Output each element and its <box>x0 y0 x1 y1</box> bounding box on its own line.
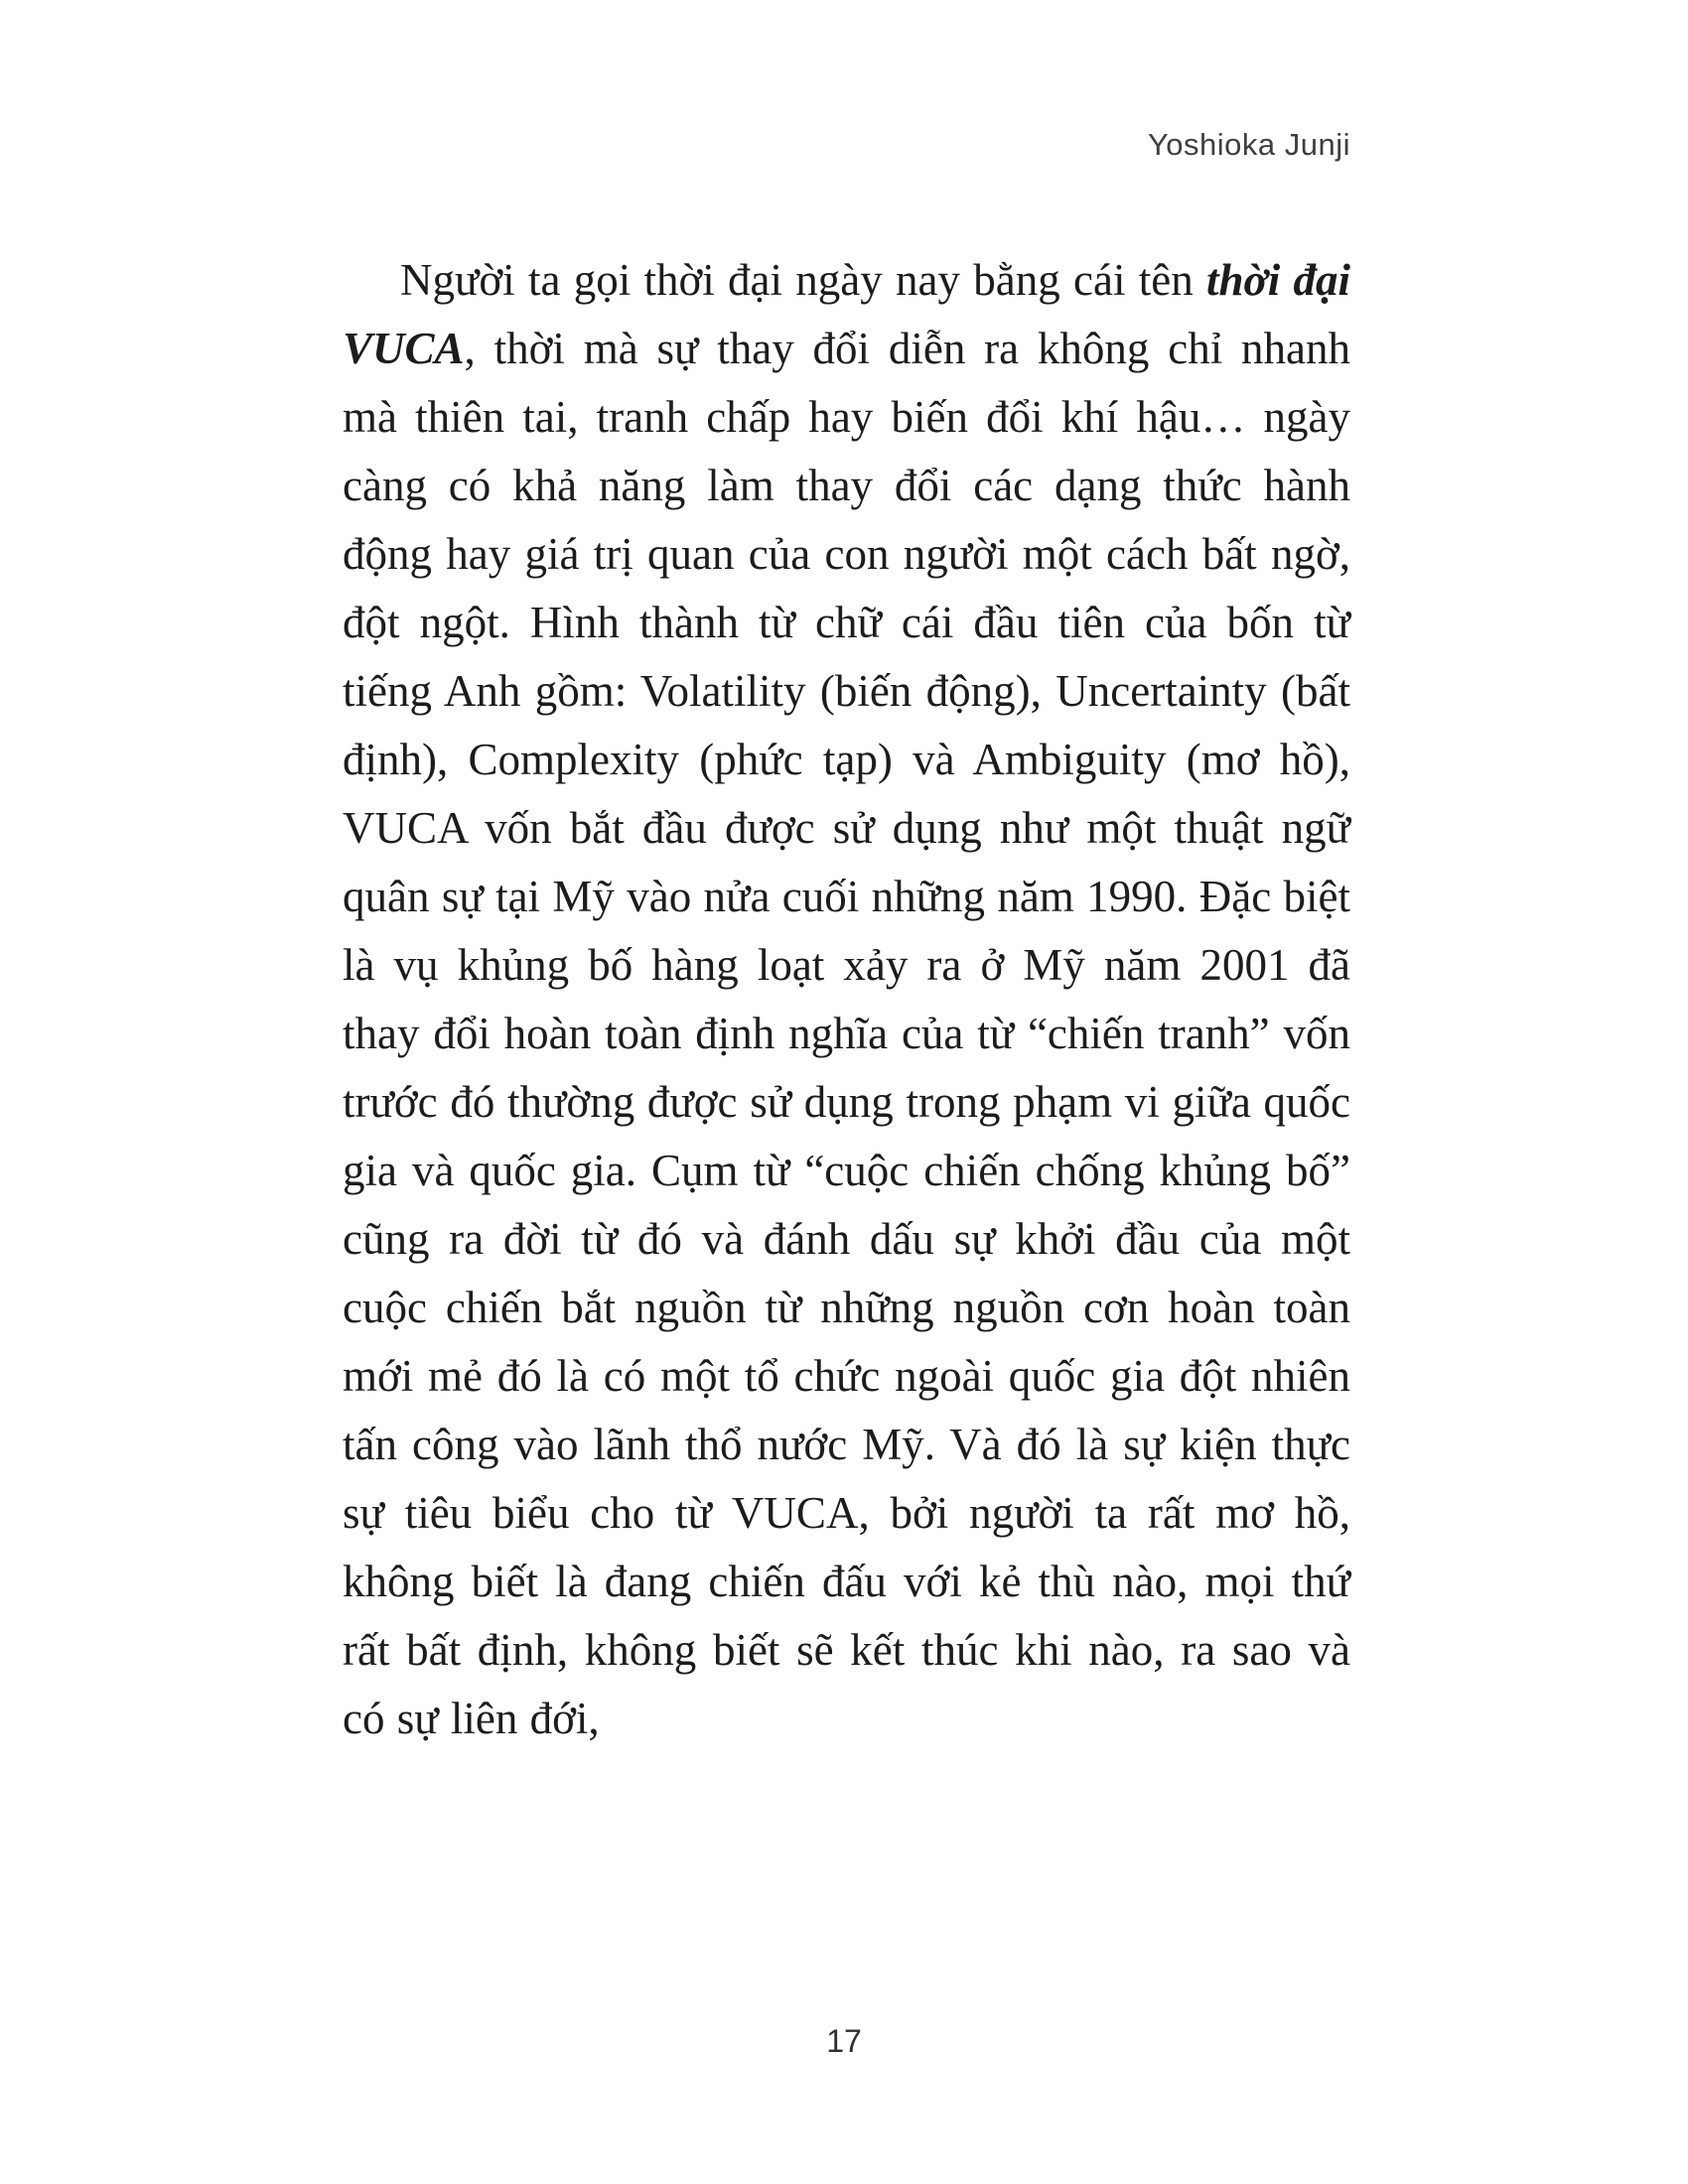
paragraph-segment-emphasis: thời đại VUCA <box>343 255 1350 373</box>
body-text-block <box>343 246 1350 1753</box>
paragraph-segment-normal: Người ta gọi thời đại ngày nay bằng cái tên <box>400 255 1207 305</box>
page-number: 17 <box>826 2023 862 2059</box>
body-paragraph <box>343 246 1350 1753</box>
paragraph-segment-normal: , thời mà sự thay đổi diễn ra không chỉ nhanh mà thiên tai, tranh chấp hay biến đổi khí hậu… ngày càng có khả năng làm thay đổi các dạng thức hành động hay giá trị quan của con người một cách bất ngờ, đột ngột. Hình thành từ chữ cái đầu tiên của bốn từ tiếng Anh gồm: Volatility (biến động), Uncertainty (bất định), Complexity (phức tạp) và Ambiguity (mơ hồ), VUCA vốn bắt đầu được sử dụng như một thuật ngữ quân sự tại Mỹ vào nửa cuối những năm 1990. Đặc biệt là vụ khủng bố hàng loạt xảy ra ở Mỹ năm 2001 đã thay đổi hoàn toàn định nghĩa của từ “chiến tranh” vốn trước đó thường được sử dụng trong phạm vi giữa quốc gia và quốc gia. Cụm từ “cuộc chiến chống khủng bố” cũng ra đời từ đó và đánh dấu sự khởi đầu của một cuộc chiến bắt nguồn từ những nguồn cơn hoàn toàn mới mẻ đó là có một tổ chức ngoài quốc gia đột nhiên tấn công vào lãnh thổ nước Mỹ. Và đó là sự kiện thực sự tiêu biểu cho từ VUCA, bởi người ta rất mơ hồ, không biết là đang chiến đấu với kẻ thù nào, mọi thứ rất bất định, không biết sẽ kết thúc khi nào, ra sao và có sự liên đới, <box>343 324 1350 1743</box>
running-header-author: Yoshioka Junji <box>1147 127 1350 162</box>
